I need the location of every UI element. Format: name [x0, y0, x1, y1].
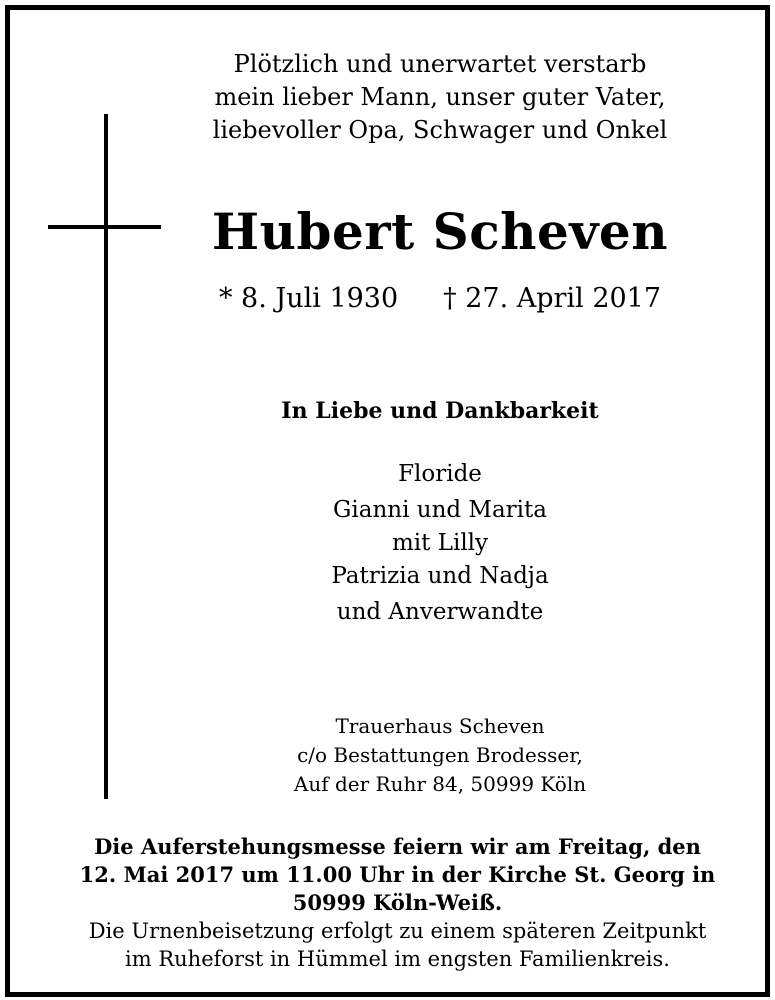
deceased-name: Hubert Scheven: [211, 202, 669, 261]
notice-bold-line: 50999 Köln-Weiß.: [292, 890, 503, 915]
family-list: [190, 456, 690, 630]
intro-line: mein lieber Mann, unser guter Vater,: [214, 83, 666, 111]
family-member: Floride: [398, 461, 482, 487]
notice-bold-line: Die Auferstehungsmesse feiern wir am Freitag, den: [94, 834, 701, 859]
cross-icon-vertical-beam: [104, 114, 108, 799]
address-line: c/o Bestattungen Brodesser,: [297, 743, 583, 767]
family-member: und Anverwandte: [336, 599, 544, 625]
gratitude-heading: In Liebe und Dankbarkeit: [281, 398, 599, 424]
family-member: mit Lilly: [391, 530, 489, 556]
death-date: † 27. April 2017: [443, 283, 662, 314]
address-line: Trauerhaus Scheven: [335, 714, 545, 738]
intro-text: [190, 48, 690, 147]
mourning-address: [190, 712, 690, 799]
notice-line: im Ruheforst in Hümmel im engsten Familienkreis.: [125, 947, 670, 971]
intro-line: liebevoller Opa, Schwager und Onkel: [212, 116, 668, 144]
family-member: Patrizia und Nadja: [331, 563, 549, 589]
address-line: Auf der Ruhr 84, 50999 Köln: [293, 772, 587, 796]
intro-line: Plötzlich und unerwartet verstarb: [233, 50, 647, 78]
service-notice: [40, 833, 755, 973]
birth-date: * 8. Juli 1930: [218, 283, 399, 314]
notice-bold-line: 12. Mai 2017 um 11.00 Uhr in der Kirche St. Georg in: [79, 862, 716, 887]
notice-line: Die Urnenbeisetzung erfolgt zu einem späteren Zeitpunkt: [88, 919, 707, 943]
family-member: Gianni und Marita: [333, 497, 547, 523]
cross-icon-horizontal-beam: [48, 225, 161, 229]
life-dates: [190, 281, 690, 317]
obituary-frame: [5, 5, 770, 997]
